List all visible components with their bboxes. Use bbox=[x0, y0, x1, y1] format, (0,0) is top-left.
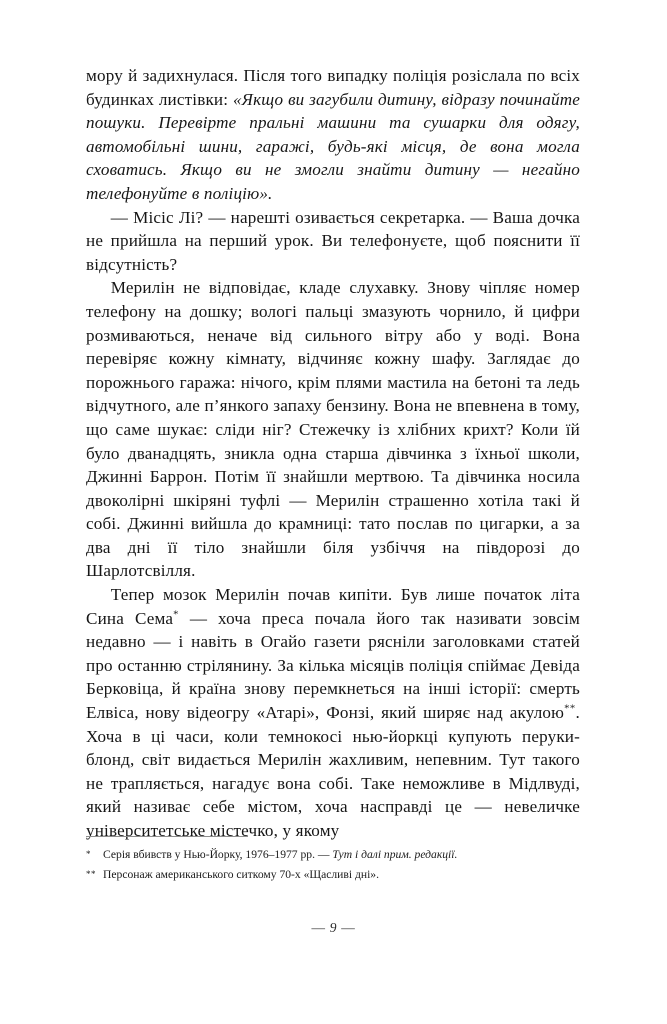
footnote-text-run: Серія вбивств у Нью-Йорку, 1976–1977 рр. — bbox=[103, 848, 333, 861]
footnote-italic-run: Тут і далі прим. редакції. bbox=[332, 848, 458, 861]
text-run: мору й задихнулася. Після того випадку поліція розіслала по всіх будинках листівки: bbox=[86, 66, 580, 109]
footnote-item bbox=[86, 866, 580, 884]
body-text-block bbox=[86, 64, 580, 843]
text-run: — Місіс Лі? — нарешті озивається секретарка. — Ваша дочка не прийшла на перший урок. Ви телефонуєте, щоб пояснити її відсутність? bbox=[86, 207, 580, 274]
text-run: Тепер мозок Мерилін почав кипіти. Був лише початок літа Сина Сема bbox=[86, 585, 580, 628]
footnote-section bbox=[86, 836, 580, 885]
footnote-marker: * bbox=[86, 849, 91, 859]
folio-number: 9 bbox=[329, 920, 338, 935]
text-run: Мерилін не відповідає, кладе слухавку. Знову чіпляє номер телефону на дошку; вологі пальці змазують чорнило, й цифри розмиваються, неначе від сильного вітру або у воді. Вона перевіряє кожну кімнату, відчиняє кожну шафу. Заглядає до порожнього гаража: нічого, крім плями мастила на бетоні та ледь відчутного, але п’янкого запаху бензину. Вона не впевнена в тому, що саме шукає: сліди ніг? Стежечку із хлібних крихт? Коли їй було дванадцять, зникла одна старша дівчинка з їхньої школи, Джинні Баррон. Потім її знайшли мертвою. Та дівчинка носила двоколірні шкіряні туфлі — Мерилін страшенно хотіла такі й собі. Джинні вийшла до крамниці: тато послав по цигарки, а за два дні її тіло знайшли біля узбіччя на півдорозі до Шарлотсвілля. bbox=[86, 278, 580, 581]
folio-dash-left: — bbox=[311, 920, 326, 935]
italic-run: «Якщо ви загубили дитину, відразу починайте пошуки. Перевірте пральні машини та сушарки для одягу, автомобільні шини, гаражі, будь-які місця, де вона могла сховатись. Якщо ви не змогли знайти дитину — негайно телефонуйте в поліцію». bbox=[86, 89, 580, 203]
paragraph bbox=[86, 583, 580, 843]
footnote-reference-mark[interactable]: ** bbox=[564, 703, 576, 715]
paragraph bbox=[86, 276, 580, 583]
paragraph bbox=[86, 64, 580, 206]
footnote-separator-rule bbox=[86, 836, 248, 837]
footnote-list bbox=[86, 846, 580, 883]
footnote-item bbox=[86, 846, 580, 864]
paragraph bbox=[86, 206, 580, 277]
footnote-marker: ** bbox=[86, 868, 96, 879]
text-run: — хоча преса почала його так називати зовсім недавно — і навіть в Огайо газети рясніли заголовками статей про останню стрілянину. За кілька місяців поліція спіймає Девіда Берковіца, й країна знову перемкнеться на інші історії: смерть Елвіса, нову відеогру «Атарі», Фонзі, який ширяє над акулою bbox=[86, 608, 580, 723]
text-run: . Хоча в ці часи, коли темнокосі нью-йоркці купують перуки-блонд, світ видається Мерилін жахливим, непевним. Тут такого не трапляється, нагадує вона собі. Таке неможливе в Мідлвуді, який називає себе містом, хоча насправді це — невеличке університетське містечко, у якому bbox=[86, 703, 580, 840]
folio-dash-right: — bbox=[341, 920, 356, 935]
page-folio bbox=[0, 920, 667, 936]
footnote-reference-mark[interactable]: * bbox=[173, 608, 179, 620]
footnote-text-run: Персонаж американського ситкому 70-х «Щасливі дні». bbox=[103, 867, 379, 881]
